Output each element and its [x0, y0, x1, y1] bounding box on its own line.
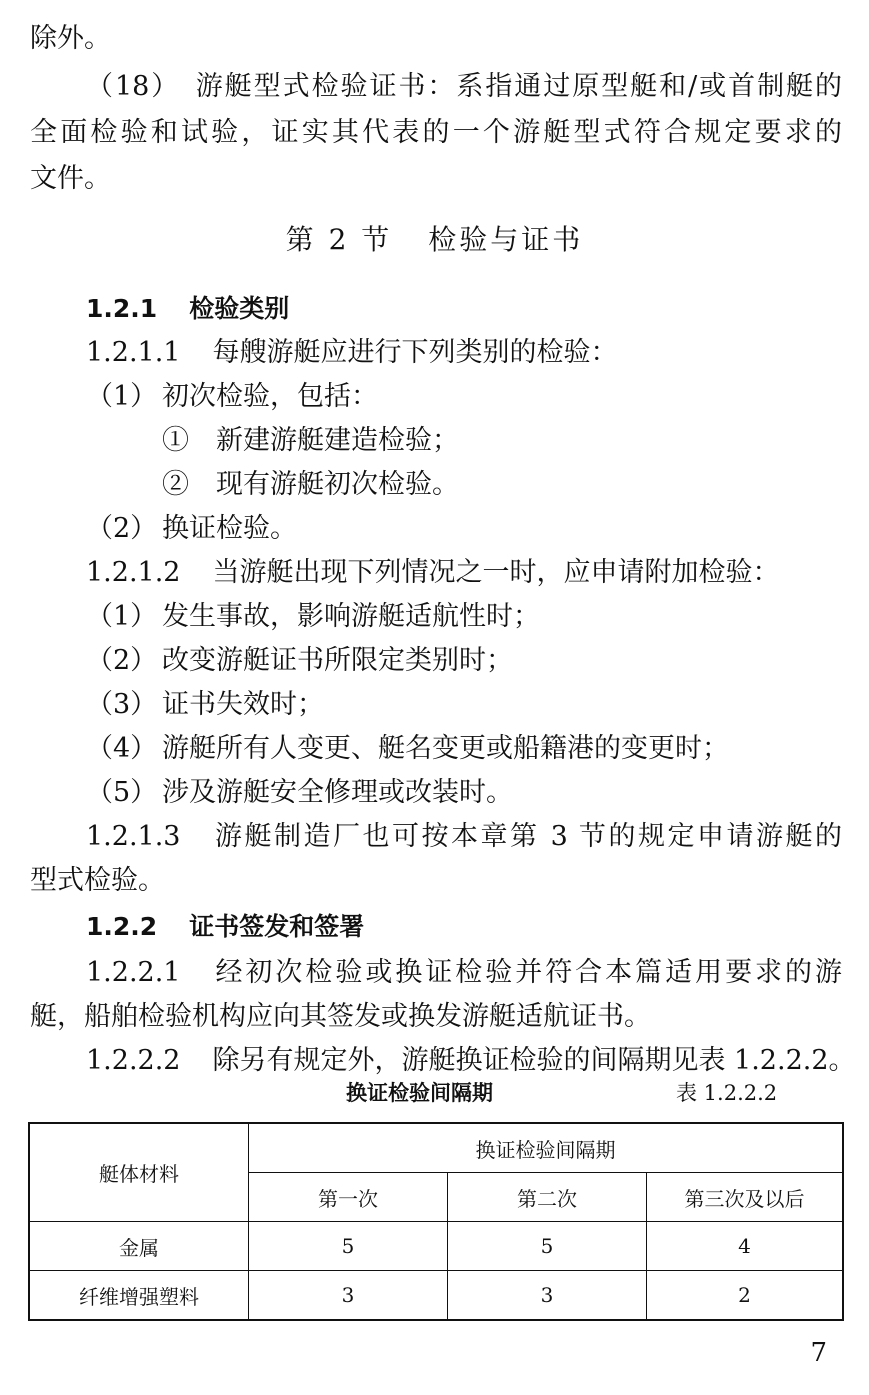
sub-item: ② 现有游艇初次检验。	[162, 469, 459, 500]
value-cell: 5	[249, 1222, 448, 1271]
clause-text: 每艘游艇应进行下列类别的检验：	[212, 337, 618, 368]
value-cell: 4	[647, 1222, 844, 1271]
list-item	[86, 598, 540, 636]
clause-1-2-1-3	[86, 818, 842, 856]
table-label: 表 1.2.2.2	[676, 1081, 778, 1105]
section-title	[0, 218, 869, 258]
item-text: 证书失效时；	[162, 689, 324, 720]
page-number: 7	[810, 1338, 827, 1368]
item-number: （5）	[86, 777, 158, 808]
clause-1-2-1-1	[86, 334, 617, 372]
table-row	[29, 1271, 843, 1321]
clause-text: 经初次检验或换证检验并符合本篇适用要求的游	[212, 957, 842, 988]
item-text: 初次检验，包括：	[162, 381, 378, 412]
list-item	[86, 774, 513, 812]
value-cell: 3	[448, 1271, 647, 1321]
item-number: （2）	[86, 645, 158, 676]
definition-18-line-3: 文件。	[30, 163, 111, 194]
heading-1-2-1	[86, 290, 289, 328]
value-cell: 2	[647, 1271, 844, 1321]
hull-material-header: 艇体材料	[29, 1123, 249, 1222]
table-caption: 换证检验间隔期	[346, 1081, 493, 1105]
inspection-interval-table	[28, 1122, 844, 1321]
clause-1-2-2-1	[86, 954, 842, 992]
clause-1-2-2-2	[86, 1042, 856, 1080]
clause-number: 1.2.2.1	[86, 957, 181, 988]
clause-text: 游艇制造厂也可按本章第 3 节的规定申请游艇的	[212, 821, 842, 852]
section-number: 第 2 节	[285, 223, 393, 256]
value-cell: 5	[448, 1222, 647, 1271]
col-header: 第二次	[448, 1173, 647, 1222]
clause-number: 1.2.2.2	[86, 1045, 181, 1076]
section-name: 检验与证书	[428, 223, 584, 256]
col-header: 第一次	[249, 1173, 448, 1222]
heading-number: 1.2.2	[86, 912, 158, 941]
item-text: 换证检验。	[162, 513, 297, 544]
interval-group-header: 换证检验间隔期	[249, 1123, 844, 1173]
clause-1-2-1-2	[86, 554, 779, 592]
item-text: 游艇所有人变更、艇名变更或船籍港的变更时；	[162, 733, 729, 764]
clause-text: 当游艇出现下列情况之一时，应申请附加检验：	[212, 557, 780, 588]
clause-continuation: 艇，船舶检验机构应向其签发或换发游艇适航证书。	[30, 1001, 651, 1032]
heading-text: 检验类别	[189, 294, 290, 323]
definition-18-line-2: 全面检验和试验，证实其代表的一个游艇型式符合规定要求的	[30, 117, 842, 148]
item-text: 涉及游艇安全修理或改装时。	[162, 777, 513, 808]
heading-number: 1.2.1	[86, 294, 158, 323]
col-header: 第三次及以后	[647, 1173, 844, 1222]
item-number: （4）	[86, 733, 158, 764]
sub-item: ① 新建游艇建造检验；	[162, 425, 459, 456]
item-text: 发生事故，影响游艇适航性时；	[162, 601, 540, 632]
item-number: （3）	[86, 689, 158, 720]
clause-text: 除另有规定外，游艇换证检验的间隔期见表 1.2.2.2。	[212, 1045, 856, 1076]
definition-18-line-1: （18） 游艇型式检验证书：系指通过原型艇和/或首制艇的	[86, 71, 842, 102]
heading-text: 证书签发和签署	[189, 912, 365, 941]
item-number: （2）	[86, 513, 158, 544]
material-cell: 纤维增强塑料	[29, 1271, 249, 1321]
text-line: 除外。	[30, 23, 111, 54]
clause-continuation: 型式检验。	[30, 865, 165, 896]
value-cell: 3	[249, 1271, 448, 1321]
clause-number: 1.2.1.2	[86, 557, 181, 588]
material-cell: 金属	[29, 1222, 249, 1271]
table-header-row	[29, 1123, 843, 1173]
list-item	[86, 510, 297, 548]
heading-1-2-2	[86, 908, 364, 946]
item-number: （1）	[86, 601, 158, 632]
clause-number: 1.2.1.1	[86, 337, 181, 368]
item-text: 改变游艇证书所限定类别时；	[162, 645, 513, 676]
list-item	[86, 378, 378, 416]
list-item	[86, 642, 513, 680]
item-number: （1）	[86, 381, 158, 412]
list-item	[86, 730, 729, 768]
clause-number: 1.2.1.3	[86, 821, 181, 852]
list-item	[86, 686, 324, 724]
table-row	[29, 1222, 843, 1271]
